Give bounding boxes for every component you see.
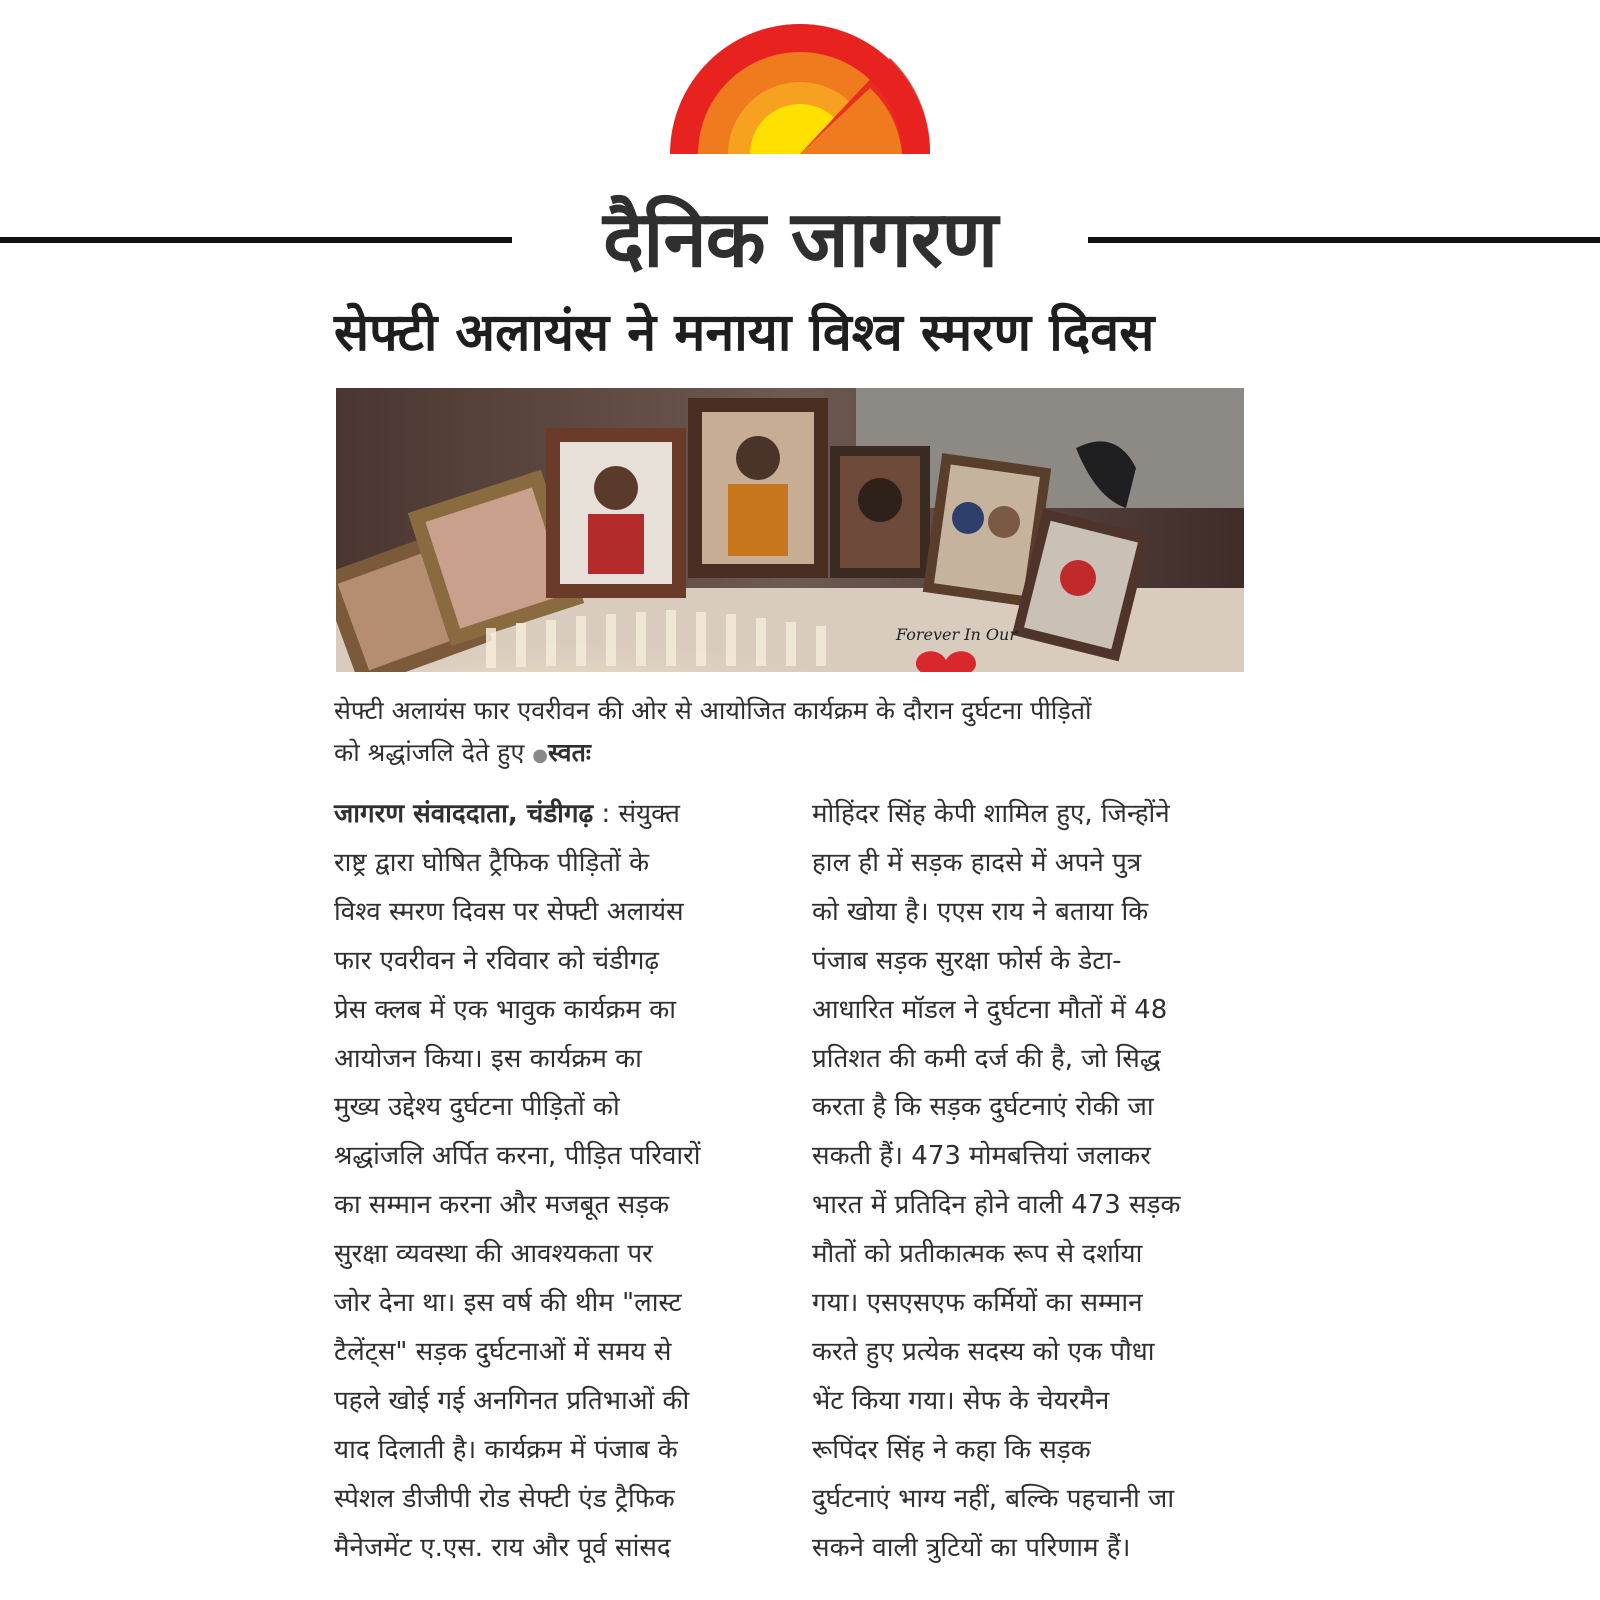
body-line: करते हुए प्रत्येक सदस्य को एक पौधा (812, 1336, 1155, 1367)
caption-line (334, 732, 1214, 777)
body-line: भारत में प्रतिदिन होने वाली 473 सड़क (812, 1190, 1181, 1221)
body-line: टैलेंट्स" सड़क दुर्घटनाओं में समय से (334, 1336, 672, 1367)
newspaper-logo-icon (670, 22, 930, 154)
body-line: भेंट किया गया। सेफ के चेयरमैन (812, 1385, 1110, 1416)
masthead-title: दैनिक जागरण (602, 195, 998, 285)
body-line: सकने वाली त्रुटियों का परिणाम हैं। (812, 1532, 1131, 1563)
article-photo (336, 388, 1244, 672)
caption-line: सेफ्टी अलायंस फार एवरीवन की ओर से आयोजित कार्यक्रम के दौरान दुर्घटना पीड़ितों (334, 696, 1092, 725)
masthead-rule-right (1088, 237, 1600, 243)
body-line: विश्व स्मरण दिवस पर सेफ्टी अलायंस (334, 896, 684, 927)
body-line: स्पेशल डीजीपी रोड सेफ्टी एंड ट्रैफिक (334, 1483, 675, 1514)
body-line: याद दिलाती है। कार्यक्रम में पंजाब के (334, 1434, 678, 1465)
credit-dot-icon: ● (532, 745, 548, 766)
article-column-1 (334, 790, 774, 1573)
body-line: को खोया है। एएस राय ने बताया कि (812, 896, 1149, 927)
body-line: आधारित मॉडल ने दुर्घटना मौतों में 48 (812, 994, 1168, 1025)
body-line: सुरक्षा व्यवस्था की आवश्यकता पर (334, 1239, 653, 1270)
body-line: आयोजन किया। इस कार्यक्रम का (334, 1043, 642, 1074)
body-line: सकती हैं। 473 मोमबत्तियां जलाकर (812, 1141, 1151, 1172)
byline: जागरण संवाददाता, चंडीगढ़ (334, 799, 594, 829)
masthead-rule-left (0, 237, 512, 243)
body-line: पहले खोई गई अनगिनत प्रतिभाओं की (334, 1385, 690, 1416)
photo-inscription: Forever In Our (896, 625, 1017, 644)
body-line: फार एवरीवन ने रविवार को चंडीगढ़ (334, 945, 660, 976)
body-line: का सम्मान करना और मजबूत सड़क (334, 1190, 670, 1221)
body-line: जोर देना था। इस वर्ष की थीम "लास्ट (334, 1288, 682, 1319)
body-line: रूपिंदर सिंह ने कहा कि सड़क (812, 1434, 1091, 1465)
body-line (334, 790, 774, 839)
body-line: करता है कि सड़क दुर्घटनाएं रोकी जा (812, 1092, 1154, 1123)
body-line: प्रतिशत की कमी दर्ज की है, जो सिद्ध (812, 1043, 1161, 1074)
body-line: मैनेजमेंट ए.एस. राय और पूर्व सांसद (334, 1532, 671, 1563)
body-line: पंजाब सड़क सुरक्षा फोर्स के डेटा- (812, 945, 1122, 976)
body-line: मुख्य उद्देश्य दुर्घटना पीड़ितों को (334, 1092, 620, 1123)
body-line: दुर्घटनाएं भाग्य नहीं, बल्कि पहचानी जा (812, 1483, 1175, 1514)
article-headline: सेफ्टी अलायंस ने मनाया विश्व स्मरण दिवस (334, 303, 1155, 363)
photo-credit: स्वतः (547, 738, 591, 767)
body-line: मौतों को प्रतीकात्मक रूप से दर्शाया (812, 1239, 1143, 1270)
body-line: हाल ही में सड़क हादसे में अपने पुत्र (812, 847, 1142, 878)
body-line: गया। एसएसएफ कर्मियों का सम्मान (812, 1288, 1143, 1319)
body-line: प्रेस क्लब में एक भावुक कार्यक्रम का (334, 994, 676, 1025)
article-column-2 (812, 790, 1252, 1573)
body-line: राष्ट्र द्वारा घोषित ट्रैफिक पीड़ितों के (334, 847, 650, 878)
caption-text: को श्रद्धांजलि देते हुए (334, 738, 525, 767)
photo-caption (334, 690, 1214, 777)
body-text: : संयुक्त (593, 799, 680, 829)
body-line: मोहिंदर सिंह केपी शामिल हुए, जिन्होंने (812, 799, 1170, 829)
body-line: श्रद्धांजलि अर्पित करना, पीड़ित परिवारों (334, 1141, 701, 1172)
